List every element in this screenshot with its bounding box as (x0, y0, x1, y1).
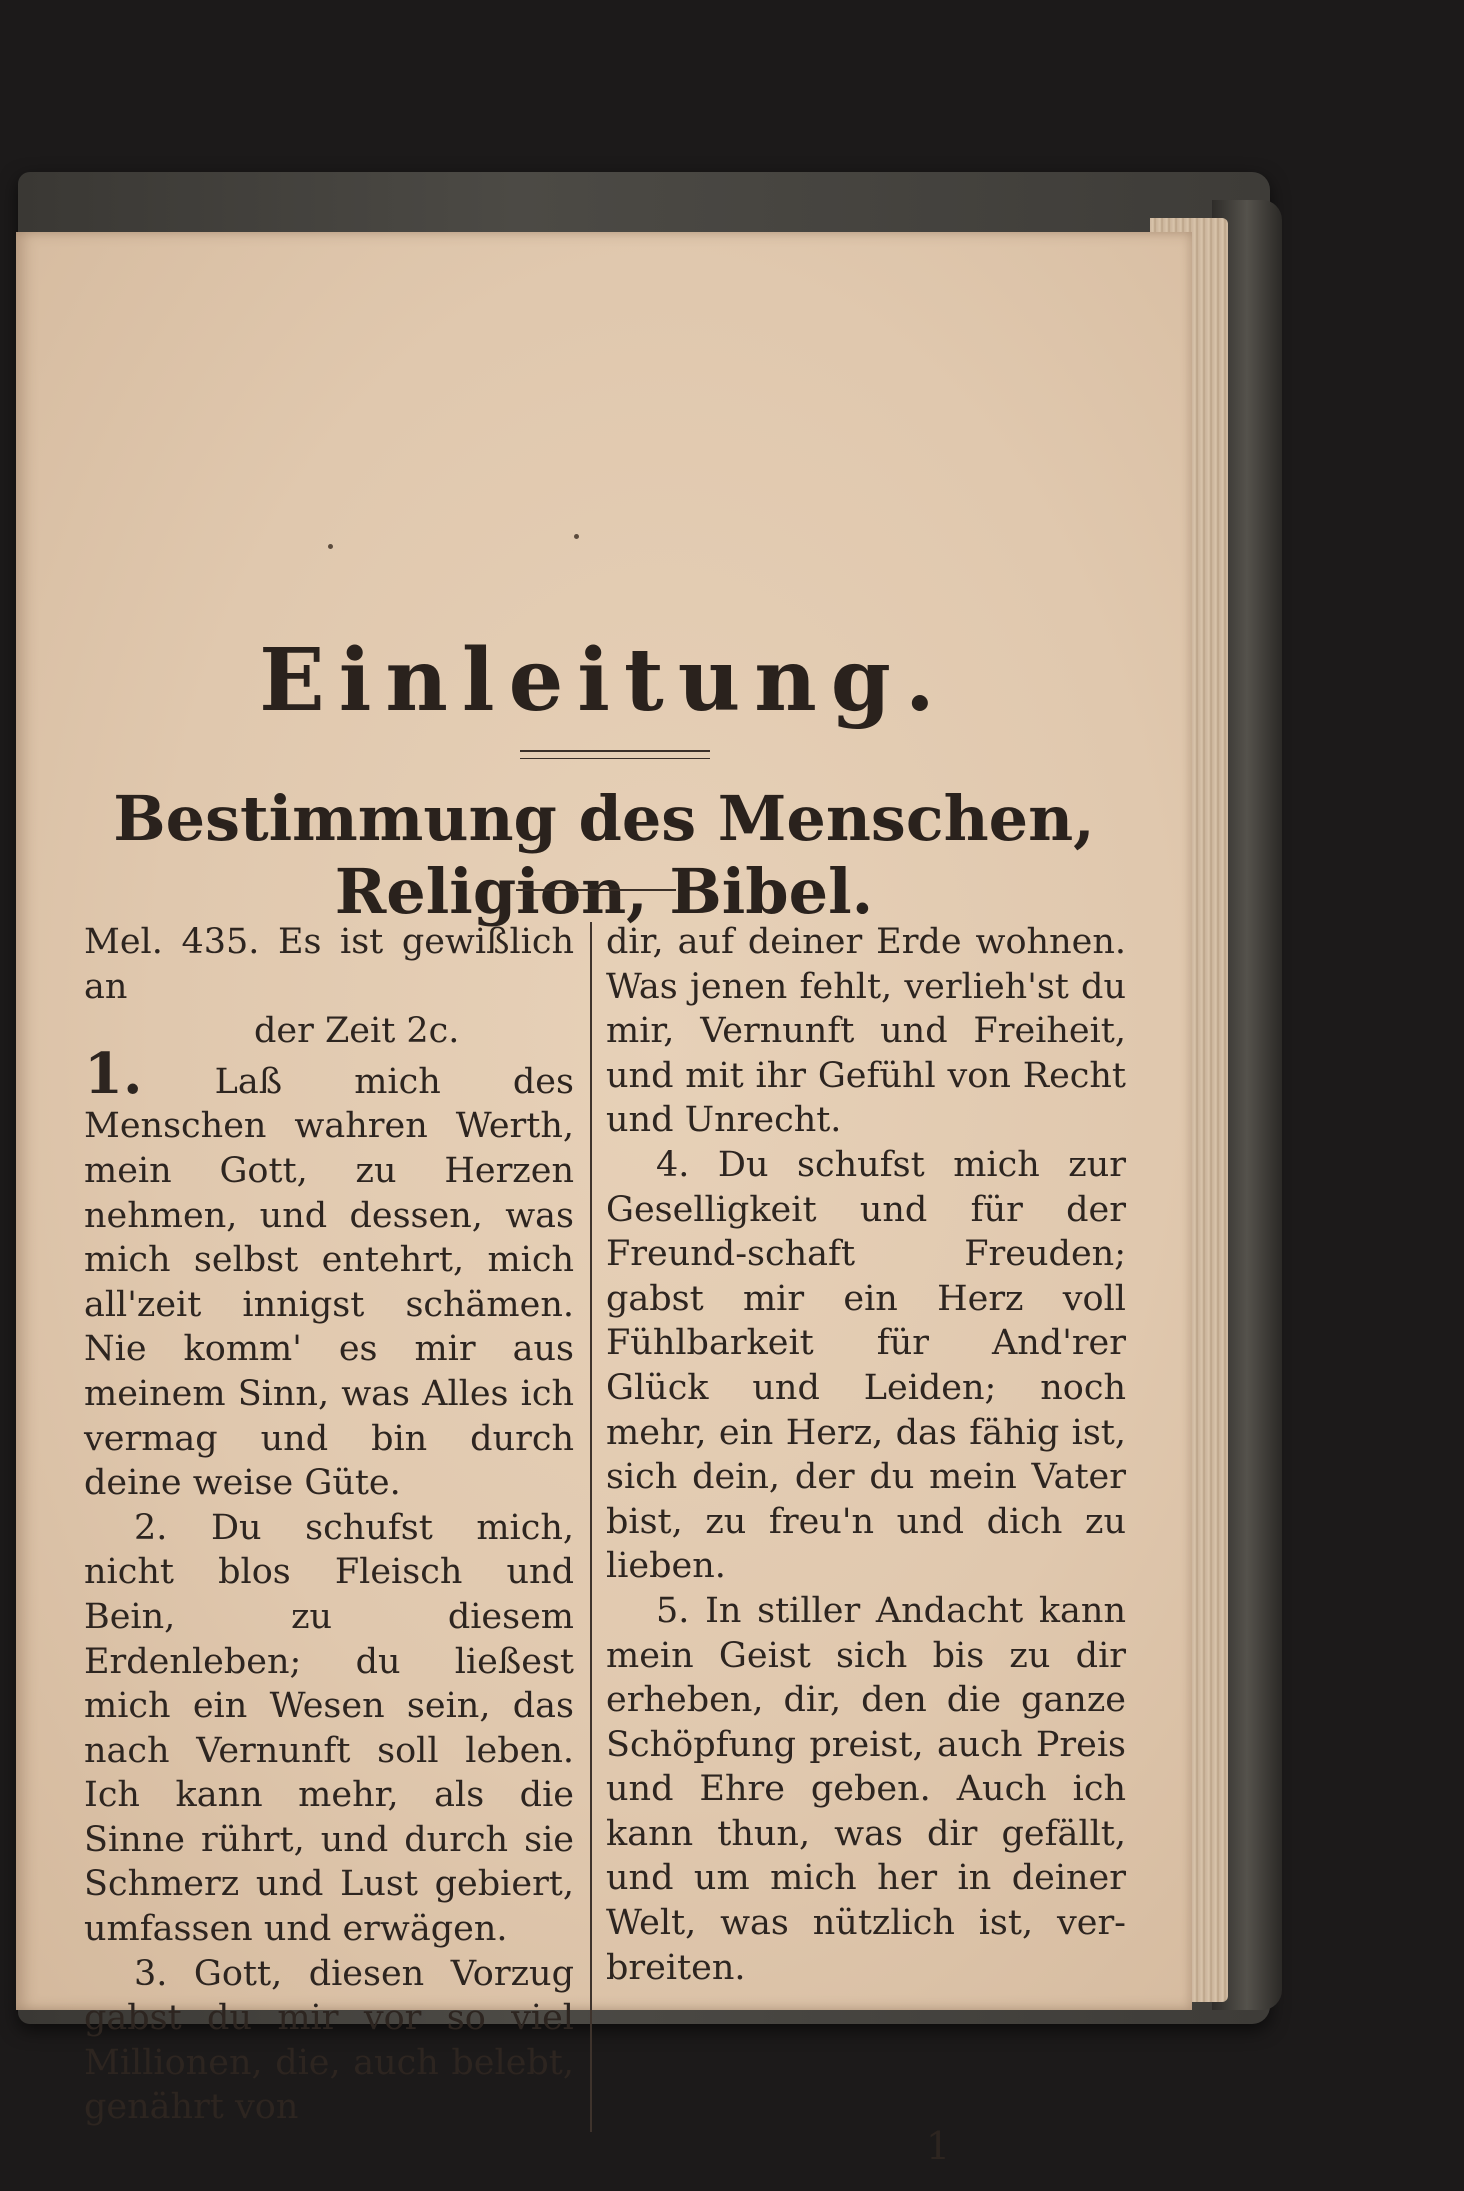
melody-reference: Mel. 435. Es ist gewißlich an (84, 922, 574, 1007)
verse-2: 2. Du schufst mich, nicht blos Fleisch und Bein, zu diesem Erdenleben; du ließest mich ein Wesen sein, das nach Vernunft soll leben. Ich kann mehr, als die Sinne rührt, und durch sie Schmerz und Lust gebiert, umfassen und erwägen. (84, 1507, 574, 1950)
left-column (84, 920, 574, 2130)
paper-speck (574, 534, 579, 539)
verse-3-continued: dir, auf deiner Erde wohnen. Was jenen fehlt, verlieh'st du mir, Vernunft und Freiheit, und mit ihr Gefühl von Recht und Unrecht. (606, 922, 1126, 1141)
paper-speck (328, 544, 333, 549)
right-column (606, 920, 1126, 1990)
title-rule-thin (520, 758, 710, 759)
column-divider (590, 922, 592, 2132)
book-page (16, 232, 1192, 2168)
verse-5: 5. In stiller Andacht kann mein Geist sich bis zu dir erheben, dir, den die ganze Schöpfung preist, auch Preis und Ehre geben. Auch ich kann thun, was dir gefällt, und um mich her in deiner Welt, was nützlich ist, ver-breiten. (606, 1590, 1126, 1988)
melody-reference-continued: der Zeit 2c. (254, 1011, 460, 1052)
chapter-title: Einleitung. (259, 630, 949, 731)
verse-4: 4. Du schufst mich zur Geselligkeit und für der Freund-schaft Freuden; gabst mir ein Herz voll Fühlbarkeit für And'rer Glück und Leiden; noch mehr, ein Herz, das fähig ist, sich dein, der du mein Vater bist, zu freu'n und dich zu lieben. (606, 1144, 1126, 1587)
verse-1-number: 1. (84, 1040, 143, 1107)
verse-1 (84, 1040, 574, 1506)
chapter-subtitle: Bestimmung des Menschen, Religion, Bibel. (113, 782, 1095, 928)
title-rule (520, 750, 710, 752)
page-number: 1 (926, 2124, 951, 2168)
verse-3: 3. Gott, diesen Vorzug gabst du mir vor so viel Millionen, die, auch belebt, genährt von (84, 1953, 574, 2128)
verse-1-text: Laß mich des Menschen wahren Werth, mein Gott, zu Herzen nehmen, und dessen, was mich selbst entehrt, mich all'zeit innigst schämen. Nie komm' es mir aus meinem Sinn, was Alles ich vermag und bin durch deine weise Güte. (84, 1061, 574, 1504)
subtitle-rule (516, 889, 676, 891)
